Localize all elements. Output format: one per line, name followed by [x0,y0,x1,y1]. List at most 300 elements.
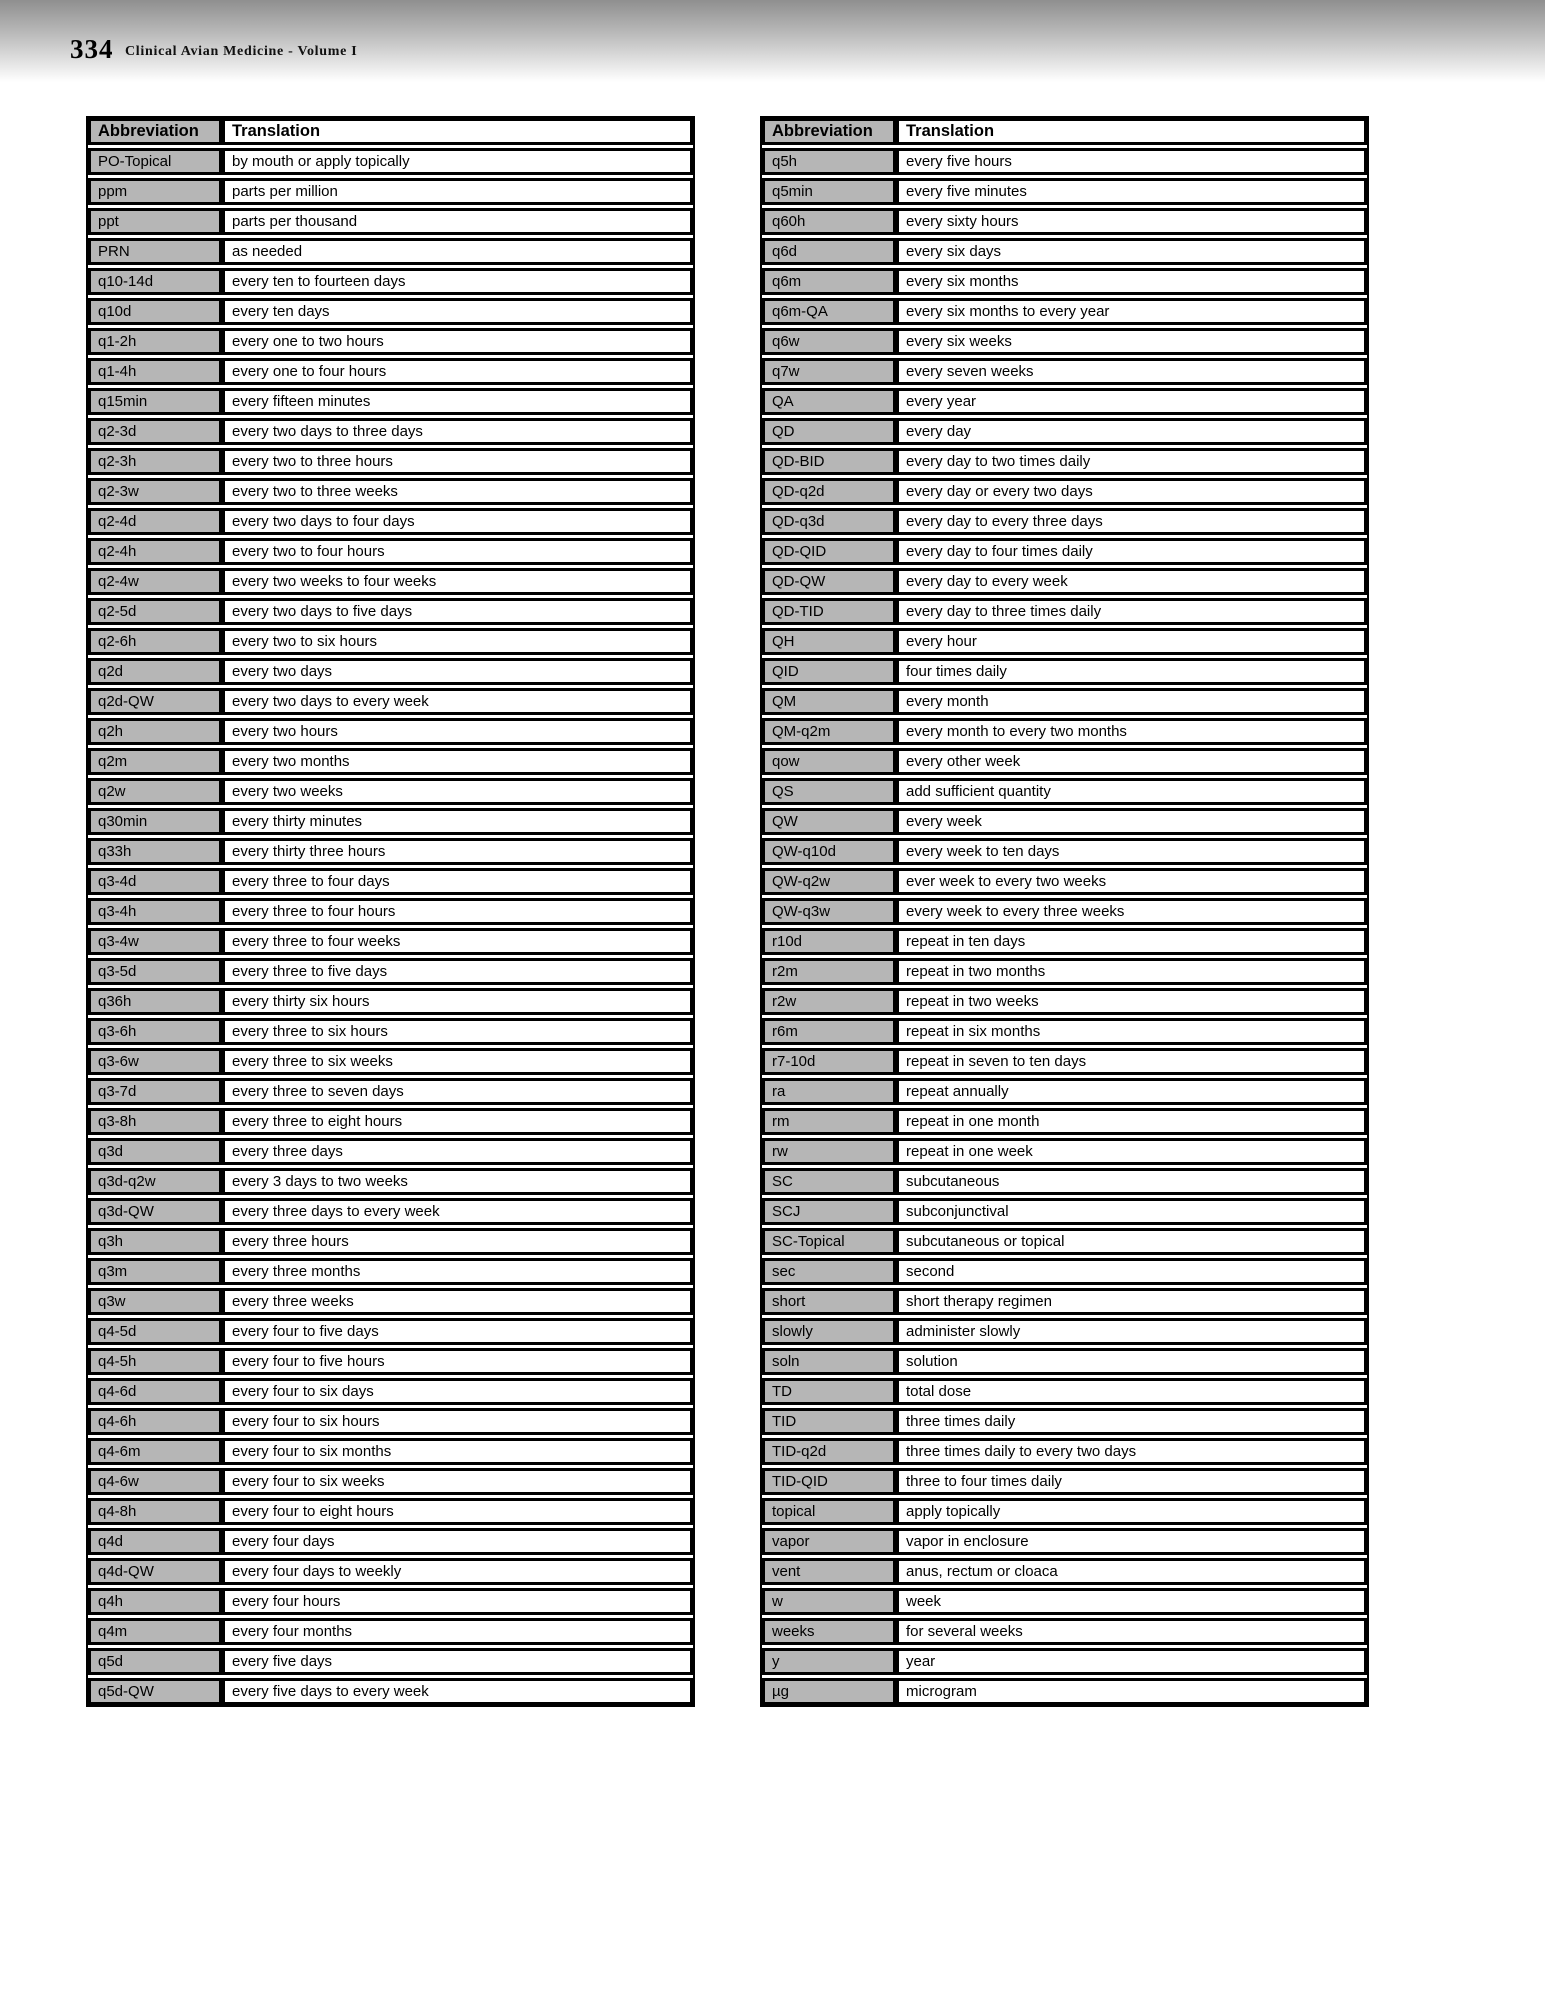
table-row [762,1168,1367,1195]
abbreviation-cell: QW-q3w [762,898,896,925]
abbreviation-cell: q2-3w [88,478,222,505]
abbreviation-cell: QD [762,418,896,445]
abbreviation-cell: vapor [762,1528,896,1555]
table-row [762,1228,1367,1255]
translation-cell: every four hours [222,1588,693,1615]
translation-cell: every day or every two days [896,478,1367,505]
translation-column-header: Translation [222,118,693,145]
translation-cell: every two days to five days [222,598,693,625]
abbreviation-cell: q15min [88,388,222,415]
translation-cell: every three to eight hours [222,1108,693,1135]
abbreviation-cell: q3h [88,1228,222,1255]
abbreviation-cell: sec [762,1258,896,1285]
translation-cell: every six weeks [896,328,1367,355]
table-row [88,1018,693,1045]
translation-cell: every one to four hours [222,358,693,385]
translation-cell: every month [896,688,1367,715]
page-number: 334 [70,34,114,64]
abbreviation-cell: q1-2h [88,328,222,355]
table-row [88,1318,693,1345]
abbreviation-cell: q2h [88,718,222,745]
translation-cell: three times daily [896,1408,1367,1435]
abbreviation-cell: q2-4h [88,538,222,565]
abbreviation-cell: q3d [88,1138,222,1165]
abbreviation-cell: q2-3h [88,448,222,475]
translation-cell: anus, rectum or cloaca [896,1558,1367,1585]
abbreviation-cell: q2-5d [88,598,222,625]
abbreviation-cell: q4d [88,1528,222,1555]
translation-cell: every two to six hours [222,628,693,655]
translation-cell: subconjunctival [896,1198,1367,1225]
table-row [762,1498,1367,1525]
table-row [762,748,1367,775]
abbreviation-table-left [86,116,695,1707]
table-row [762,358,1367,385]
abbreviation-cell: SCJ [762,1198,896,1225]
translation-cell: every three weeks [222,1288,693,1315]
translation-cell: every fifteen minutes [222,388,693,415]
table-row [762,1288,1367,1315]
translation-cell: every four to five days [222,1318,693,1345]
abbreviation-cell: q60h [762,208,896,235]
table-row [88,778,693,805]
abbreviation-cell: q4-8h [88,1498,222,1525]
abbreviation-cell: q3w [88,1288,222,1315]
abbreviation-cell: QD-TID [762,598,896,625]
abbreviation-cell: qow [762,748,896,775]
abbreviation-cell: rm [762,1108,896,1135]
translation-cell: repeat in two weeks [896,988,1367,1015]
table-row [762,178,1367,205]
translation-cell: every thirty minutes [222,808,693,835]
abbreviation-cell: q5min [762,178,896,205]
abbreviation-cell: TID-QID [762,1468,896,1495]
table-row [762,1588,1367,1615]
table-row [762,1528,1367,1555]
table-row [762,238,1367,265]
abbreviation-cell: q2-3d [88,418,222,445]
abbreviation-cell: QM [762,688,896,715]
translation-cell: every two days to three days [222,418,693,445]
table-row [88,238,693,265]
table-row [762,208,1367,235]
translation-cell: subcutaneous [896,1168,1367,1195]
table-row [762,418,1367,445]
abbreviation-cell: q3-4d [88,868,222,895]
table-row [762,1108,1367,1135]
table-header-row [88,118,693,145]
abbreviation-cell: rw [762,1138,896,1165]
translation-cell: every three to four days [222,868,693,895]
translation-cell: every two weeks to four weeks [222,568,693,595]
translation-cell: every two to three weeks [222,478,693,505]
translation-cell: repeat in ten days [896,928,1367,955]
table-row [762,298,1367,325]
translation-cell: every three hours [222,1228,693,1255]
translation-cell: parts per million [222,178,693,205]
translation-cell: every two to three hours [222,448,693,475]
abbreviation-cell: q3-6h [88,1018,222,1045]
page-top-gradient [0,0,1545,82]
table-row [762,1678,1367,1705]
table-row [762,568,1367,595]
translation-cell: every three to four weeks [222,928,693,955]
abbreviation-cell: TID-q2d [762,1438,896,1465]
abbreviation-cell: vent [762,1558,896,1585]
abbreviation-cell: q2-4d [88,508,222,535]
abbreviation-cell: QID [762,658,896,685]
translation-cell: for several weeks [896,1618,1367,1645]
table-row [88,418,693,445]
translation-cell: every three to seven days [222,1078,693,1105]
table-row [762,838,1367,865]
table-row [88,1498,693,1525]
table-row [88,1408,693,1435]
translation-cell: every day to three times daily [896,598,1367,625]
table-row [88,538,693,565]
abbreviation-cell: r2w [762,988,896,1015]
table-row [762,898,1367,925]
abbreviation-cell: q3-5d [88,958,222,985]
translation-cell: every five days to every week [222,1678,693,1705]
table-row [762,1018,1367,1045]
table-row [762,598,1367,625]
translation-cell: year [896,1648,1367,1675]
translation-cell: every year [896,388,1367,415]
translation-cell: every thirty six hours [222,988,693,1015]
abbreviation-cell: PRN [88,238,222,265]
abbreviation-cell: SC [762,1168,896,1195]
abbreviation-cell: q3-8h [88,1108,222,1135]
abbreviation-cell: ppm [88,178,222,205]
abbreviation-cell: PO-Topical [88,148,222,175]
translation-cell: ever week to every two weeks [896,868,1367,895]
table-row [88,1108,693,1135]
translation-cell: every two months [222,748,693,775]
abbreviation-cell: q4-6w [88,1468,222,1495]
table-row [762,328,1367,355]
table-row [88,1198,693,1225]
table-row [88,718,693,745]
translation-cell: every three to six hours [222,1018,693,1045]
abbreviation-cell: r10d [762,928,896,955]
table-header-row [762,118,1367,145]
table-row [88,508,693,535]
abbreviation-cell: q4-5d [88,1318,222,1345]
abbreviation-cell: q10-14d [88,268,222,295]
abbreviation-cell: q2-6h [88,628,222,655]
abbreviation-cell: q2w [88,778,222,805]
translation-cell: every four days to weekly [222,1558,693,1585]
abbreviation-cell: q30min [88,808,222,835]
translation-cell: every other week [896,748,1367,775]
abbreviation-cell: QD-q2d [762,478,896,505]
translation-cell: every four to five hours [222,1348,693,1375]
abbreviation-cell: q1-4h [88,358,222,385]
translation-cell: every hour [896,628,1367,655]
abbreviation-cell: q3-7d [88,1078,222,1105]
abbreviation-cell: q2d [88,658,222,685]
abbreviation-table-right [760,116,1369,1707]
table-row [762,1048,1367,1075]
table-row [88,1168,693,1195]
table-row [762,958,1367,985]
abbreviation-cell: SC-Topical [762,1228,896,1255]
table-row [762,1408,1367,1435]
abbreviation-cell: weeks [762,1618,896,1645]
abbreviation-cell: q6m-QA [762,298,896,325]
table-row [88,928,693,955]
translation-cell: every six months [896,268,1367,295]
table-row [88,568,693,595]
abbreviation-cell: q4d-QW [88,1558,222,1585]
table-row [762,718,1367,745]
table-row [88,1378,693,1405]
translation-cell: subcutaneous or topical [896,1228,1367,1255]
translation-cell: every four to six months [222,1438,693,1465]
abbreviation-cell: QD-q3d [762,508,896,535]
translation-cell: apply topically [896,1498,1367,1525]
table-row [88,1648,693,1675]
table-row [762,1258,1367,1285]
table-row [762,868,1367,895]
translation-cell: every week [896,808,1367,835]
table-row [762,388,1367,415]
translation-cell: every three months [222,1258,693,1285]
abbreviation-cell: q6d [762,238,896,265]
translation-cell: every five days [222,1648,693,1675]
translation-cell: every day to two times daily [896,448,1367,475]
abbreviation-cell: r7-10d [762,1048,896,1075]
translation-cell: every sixty hours [896,208,1367,235]
table-row [88,148,693,175]
translation-column-header: Translation [896,118,1367,145]
abbreviation-column-header: Abbreviation [762,118,896,145]
table-row [762,988,1367,1015]
translation-cell: repeat in two months [896,958,1367,985]
table-row [762,1468,1367,1495]
translation-cell: every three days to every week [222,1198,693,1225]
abbreviation-cell: q10d [88,298,222,325]
abbreviation-cell: QW-q2w [762,868,896,895]
translation-cell: four times daily [896,658,1367,685]
translation-cell: every five minutes [896,178,1367,205]
translation-cell: microgram [896,1678,1367,1705]
translation-cell: three times daily to every two days [896,1438,1367,1465]
abbreviation-cell: short [762,1288,896,1315]
table-row [762,778,1367,805]
translation-cell: every two hours [222,718,693,745]
abbreviation-cell: QW-q10d [762,838,896,865]
table-row [88,1138,693,1165]
table-row [762,1618,1367,1645]
abbreviation-cell: q2d-QW [88,688,222,715]
abbreviation-cell: QD-QW [762,568,896,595]
table-row [762,1378,1367,1405]
abbreviation-cell: QD-QID [762,538,896,565]
translation-cell: every week to ten days [896,838,1367,865]
table-row [88,808,693,835]
abbreviation-cell: q3-6w [88,1048,222,1075]
translation-cell: as needed [222,238,693,265]
translation-cell: week [896,1588,1367,1615]
translation-cell: repeat in six months [896,1018,1367,1045]
abbreviation-cell: q5d [88,1648,222,1675]
abbreviation-cell: q5h [762,148,896,175]
abbreviation-cell: q33h [88,838,222,865]
table-row [762,148,1367,175]
translation-cell: every day to every week [896,568,1367,595]
translation-cell: every four to eight hours [222,1498,693,1525]
abbreviation-cell: soln [762,1348,896,1375]
abbreviation-cell: QW [762,808,896,835]
table-row [88,1468,693,1495]
book-title: Clinical Avian Medicine - Volume I [125,44,358,59]
table-row [88,328,693,355]
translation-cell: every five hours [896,148,1367,175]
abbreviation-cell: q6m [762,268,896,295]
translation-cell: every six months to every year [896,298,1367,325]
table-row [88,1228,693,1255]
table-row [762,448,1367,475]
translation-cell: every week to every three weeks [896,898,1367,925]
table-row [88,658,693,685]
abbreviation-cell: TD [762,1378,896,1405]
abbreviation-cell: q6w [762,328,896,355]
translation-cell: total dose [896,1378,1367,1405]
translation-cell: every four to six hours [222,1408,693,1435]
translation-cell: every month to every two months [896,718,1367,745]
abbreviation-cell: QA [762,388,896,415]
table-row [88,598,693,625]
table-row [762,1558,1367,1585]
abbreviation-cell: q3-4h [88,898,222,925]
translation-cell: every day to every three days [896,508,1367,535]
table-row [762,1138,1367,1165]
table-row [762,928,1367,955]
abbreviation-cell: w [762,1588,896,1615]
table-row [762,538,1367,565]
abbreviation-cell: q4-6h [88,1408,222,1435]
table-row [762,808,1367,835]
table-row [88,298,693,325]
translation-cell: repeat in seven to ten days [896,1048,1367,1075]
translation-cell: every day to four times daily [896,538,1367,565]
abbreviation-cell: ppt [88,208,222,235]
table-row [88,1048,693,1075]
abbreviation-cell: r6m [762,1018,896,1045]
translation-cell: every four to six days [222,1378,693,1405]
translation-cell: solution [896,1348,1367,1375]
abbreviation-cell: r2m [762,958,896,985]
abbreviation-cell: q36h [88,988,222,1015]
abbreviation-cell: ra [762,1078,896,1105]
abbreviation-cell: QH [762,628,896,655]
translation-cell: every three to five days [222,958,693,985]
table-row [88,178,693,205]
abbreviation-cell: q2-4w [88,568,222,595]
translation-cell: every three to four hours [222,898,693,925]
translation-cell: second [896,1258,1367,1285]
translation-cell: repeat annually [896,1078,1367,1105]
translation-cell: every thirty three hours [222,838,693,865]
table-row [88,868,693,895]
table-row [88,1558,693,1585]
translation-cell: add sufficient quantity [896,778,1367,805]
translation-cell: every two days [222,658,693,685]
table-row [88,748,693,775]
translation-cell: administer slowly [896,1318,1367,1345]
translation-cell: repeat in one week [896,1138,1367,1165]
table-row [762,688,1367,715]
table-row [762,1198,1367,1225]
table-row [88,1438,693,1465]
translation-cell: vapor in enclosure [896,1528,1367,1555]
table-row [88,358,693,385]
table-row [88,898,693,925]
abbreviation-cell: QM-q2m [762,718,896,745]
table-row [88,478,693,505]
translation-cell: every four days [222,1528,693,1555]
table-row [762,1438,1367,1465]
abbreviation-cell: slowly [762,1318,896,1345]
table-row [88,268,693,295]
table-row [88,448,693,475]
abbreviation-column-header: Abbreviation [88,118,222,145]
abbreviation-cell: q4m [88,1618,222,1645]
translation-cell: three to four times daily [896,1468,1367,1495]
table-row [88,1588,693,1615]
translation-cell: every day [896,418,1367,445]
abbreviation-cell: topical [762,1498,896,1525]
abbreviation-cell: q4h [88,1588,222,1615]
table-row [762,1318,1367,1345]
table-row [88,628,693,655]
table-row [762,1648,1367,1675]
abbreviation-cell: q7w [762,358,896,385]
table-row [88,958,693,985]
abbreviation-cell: q3d-QW [88,1198,222,1225]
table-row [762,508,1367,535]
abbreviation-cell: q3d-q2w [88,1168,222,1195]
translation-cell: short therapy regimen [896,1288,1367,1315]
translation-cell: every three to six weeks [222,1048,693,1075]
translation-cell: every four months [222,1618,693,1645]
table-row [88,1078,693,1105]
table-row [88,1528,693,1555]
translation-cell: every six days [896,238,1367,265]
table-row [88,208,693,235]
abbreviation-cell: QS [762,778,896,805]
table-row [762,268,1367,295]
abbreviation-cell: QD-BID [762,448,896,475]
table-row [762,658,1367,685]
table-row [88,838,693,865]
table-row [88,1348,693,1375]
abbreviation-cell: q4-6m [88,1438,222,1465]
abbreviation-cell: q5d-QW [88,1678,222,1705]
abbreviation-cell: q2m [88,748,222,775]
translation-cell: every two days to four days [222,508,693,535]
translation-cell: every seven weeks [896,358,1367,385]
abbreviation-cell: q3m [88,1258,222,1285]
table-row [762,628,1367,655]
table-row [88,688,693,715]
abbreviation-cell: µg [762,1678,896,1705]
abbreviation-cell: q3-4w [88,928,222,955]
abbreviation-cell: TID [762,1408,896,1435]
table-row [762,478,1367,505]
